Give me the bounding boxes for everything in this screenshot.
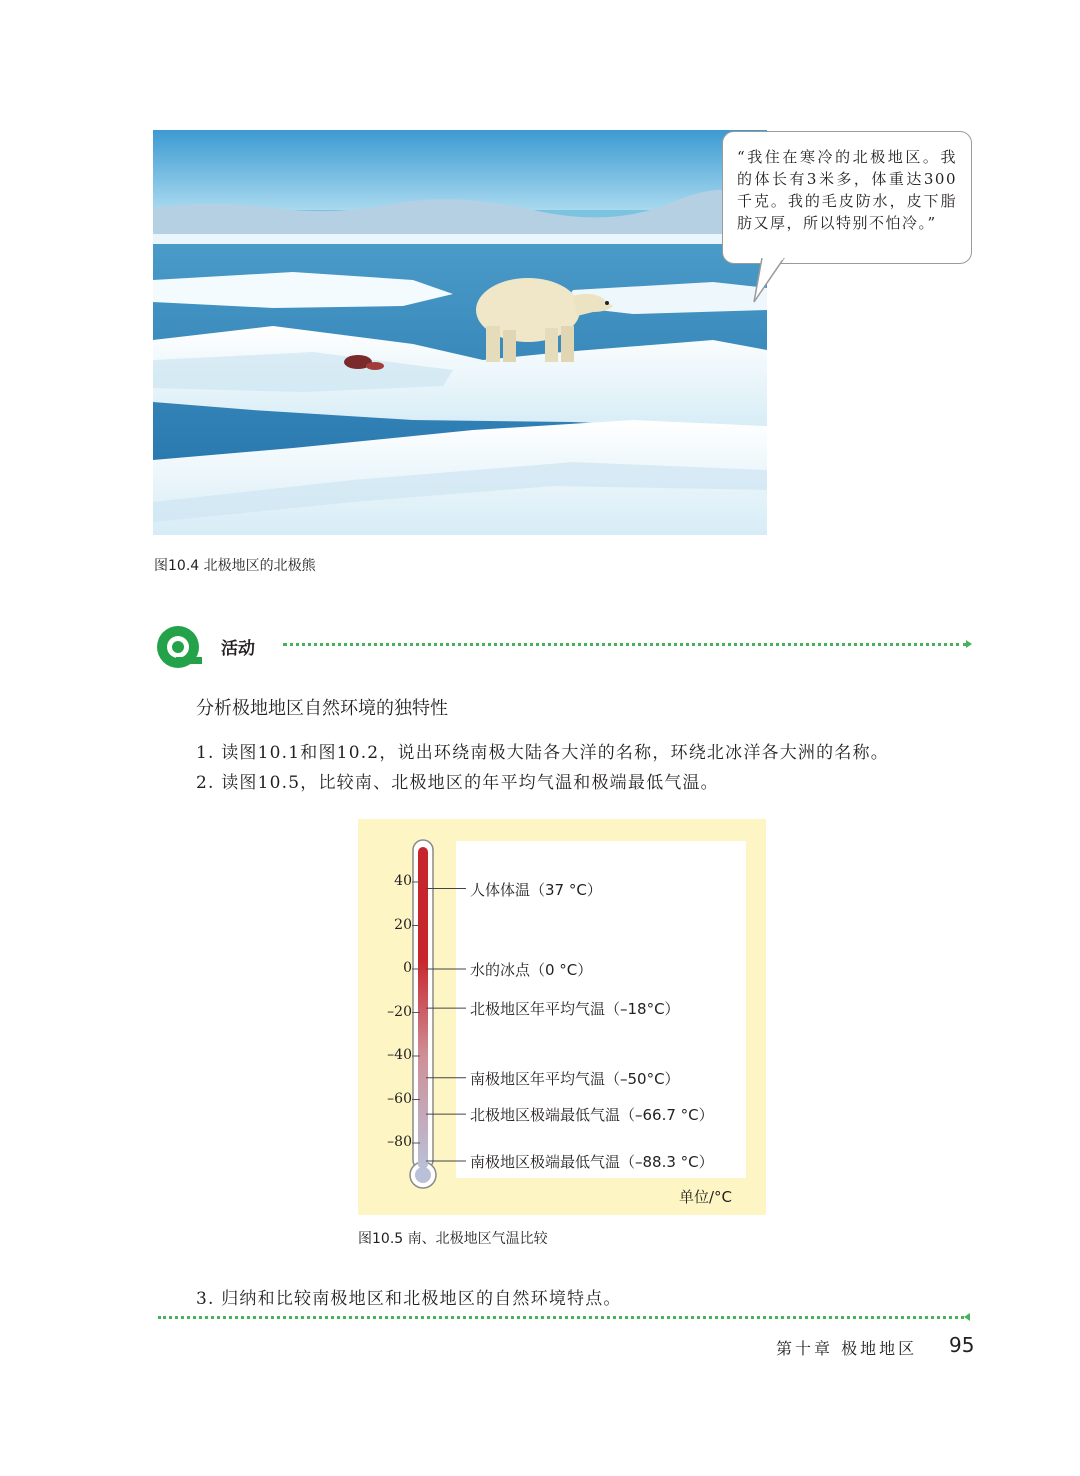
page-number: 95	[949, 1333, 975, 1357]
unit-label: 单位/°C	[679, 1188, 733, 1206]
tick-label: –80	[387, 1134, 412, 1150]
annotation-label: 北极地区极端最低气温（–66.7 °C）	[470, 1106, 714, 1125]
annotation-label: 南极地区极端最低气温（–88.3 °C）	[470, 1153, 714, 1172]
tick-label: 40	[394, 873, 412, 889]
figure-10-5-caption: 图10.5 南、北极地区气温比较	[358, 1231, 548, 1247]
tick-label: –20	[387, 1003, 412, 1020]
polar-bear-photo	[153, 130, 767, 535]
activity-bottom-divider	[158, 1316, 964, 1319]
polar-bear-speech-bubble: “我住在寒冷的北极地区。我的体长有3米多，体重达300千克。我的毛皮防水，皮下脂肪又厚，所以特别不怕冷。”	[722, 131, 972, 264]
activity-item-1: 1. 读图10.1和图10.2，说出环绕南极大陆各大洋的名称，环绕北冰洋各大洲的名称。	[196, 743, 889, 763]
divider-arrow-right	[966, 640, 972, 648]
tick-label: –40	[387, 1047, 412, 1063]
chapter-footer: 第十章 极地地区	[776, 1339, 918, 1358]
annotation-label: 北极地区年平均气温（–18°C）	[470, 1000, 680, 1019]
tick-label: 0	[403, 960, 412, 976]
activity-label: 活动	[221, 639, 255, 659]
annotation-label: 南极地区年平均气温（–50°C）	[470, 1069, 680, 1088]
tick-label: 20	[394, 916, 412, 933]
activity-item-3: 3. 归纳和比较南极地区和北极地区的自然环境特点。	[196, 1289, 622, 1309]
annotation-label: 人体体温（37 °C）	[470, 880, 602, 899]
figure-10-4-caption: 图10.4 北极地区的北极熊	[154, 558, 316, 574]
activity-item-2: 2. 读图10.5，比较南、北极地区的年平均气温和极端最低气温。	[196, 773, 719, 793]
tick-label: –60	[387, 1090, 412, 1107]
activity-icon	[154, 623, 204, 671]
activity-title: 分析极地地区自然环境的独特性	[196, 698, 448, 719]
activity-top-divider	[283, 643, 967, 646]
annotation-label: 水的冰点（0 °C）	[470, 961, 593, 979]
bubble-tail	[752, 258, 792, 306]
divider-arrow-left	[964, 1313, 970, 1321]
